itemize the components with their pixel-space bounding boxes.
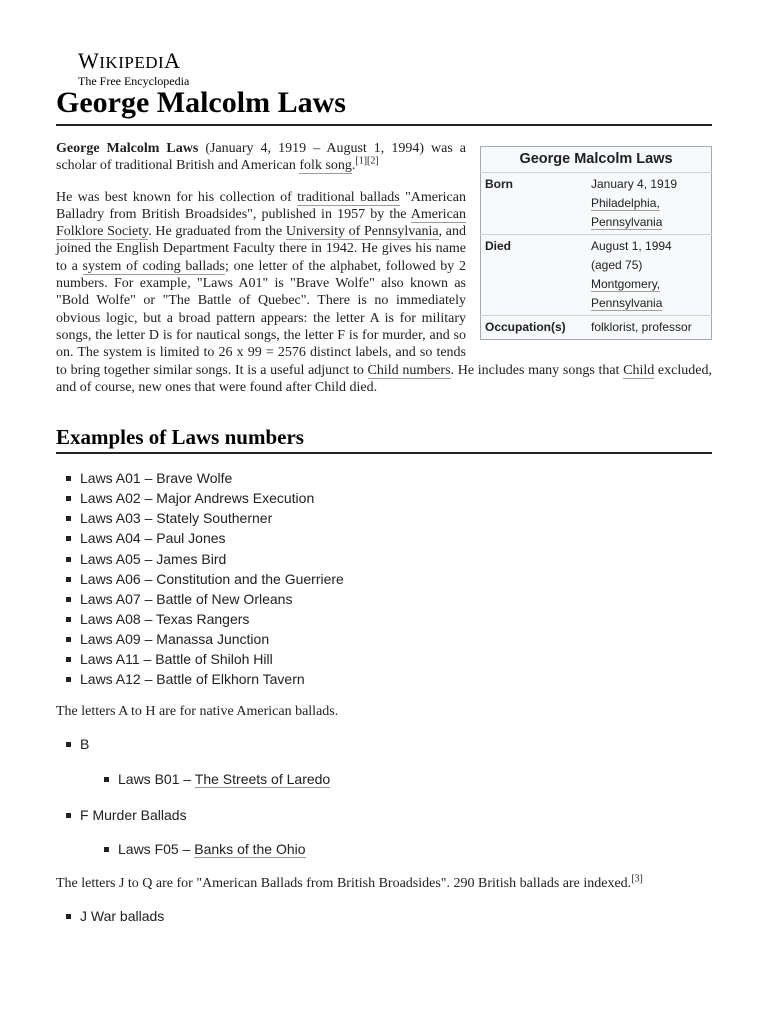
died-place-link[interactable]: Montgomery, Pennsylvania [591, 277, 663, 310]
group-b-label: B [80, 736, 90, 753]
list-item: Laws B01 – The Streets of Laredo [56, 769, 712, 789]
intro-subject: George Malcolm Laws [56, 141, 199, 156]
folk-song-link[interactable]: folk song [299, 158, 352, 174]
bullet-icon [66, 914, 71, 919]
infobox-row-born [481, 173, 712, 235]
traditional-ballads-link[interactable]: traditional ballads [297, 189, 400, 205]
ref-3[interactable]: [3] [631, 873, 643, 885]
born-place-link[interactable]: Philadelphia, Pennsylvania [591, 196, 663, 229]
american-folklore-society-link[interactable]: American Folklore Society [56, 206, 466, 240]
infobox-occupation-value: folklorist, professor [585, 316, 712, 340]
list-item: Laws A12 – Battle of Elkhorn Tavern [56, 669, 712, 689]
bullet-icon [66, 813, 71, 818]
list-item: Laws A01 – Brave Wolfe [56, 468, 712, 488]
university-of-pennsylvania-link[interactable]: University of Pennsylvania [285, 224, 439, 240]
list-item [56, 805, 712, 825]
infobox-row-occupation [481, 316, 712, 340]
list-item: Laws A07 – Battle of New Orleans [56, 589, 712, 609]
infobox-caption: George Malcolm Laws [480, 146, 712, 172]
streets-of-laredo-link[interactable]: The Streets of Laredo [194, 770, 331, 787]
group-b-list [56, 734, 712, 754]
infobox [480, 146, 712, 340]
born-date: January 4, 1919 [591, 177, 678, 191]
child-link[interactable]: Child [623, 362, 655, 378]
letters-a-h-note: The letters A to H are for native American ballads. [56, 704, 339, 720]
section-heading-examples: Examples of Laws numbers [56, 424, 712, 454]
list-item: Laws A06 – Constitution and the Guerriere [56, 569, 712, 589]
list-item: Laws A02 – Major Andrews Execution [56, 488, 712, 508]
infobox-died-value [585, 235, 712, 316]
bullet-icon [66, 557, 71, 562]
list-item: Laws A04 – Paul Jones [56, 528, 712, 548]
bullet-icon [104, 847, 109, 852]
infobox-born-value [585, 173, 712, 235]
bullet-icon [104, 777, 109, 782]
group-j-list [56, 906, 712, 926]
group-b-sublist [56, 769, 712, 789]
bullet-icon [66, 657, 71, 662]
page-title: George Malcolm Laws [56, 84, 712, 126]
system-of-coding-ballads-link[interactable]: system of coding ballads [82, 258, 225, 274]
group-f-sublist [56, 839, 712, 859]
list-item: Laws A11 – Battle of Shiloh Hill [56, 649, 712, 669]
bullet-icon [66, 637, 71, 642]
logo-wordmark: WIKIPEDIA [78, 48, 181, 73]
infobox-died-label: Died [481, 235, 586, 316]
infobox-row-died [481, 235, 712, 316]
bullet-icon [66, 536, 71, 541]
bullet-icon [66, 496, 71, 501]
ref-1-2[interactable]: [1][2] [355, 155, 379, 167]
list-item: Laws F05 – Banks of the Ohio [56, 839, 712, 859]
bullet-icon [66, 597, 71, 602]
wikipedia-logo[interactable] [78, 50, 218, 88]
article-body [56, 140, 712, 940]
list-item: Laws A05 – James Bird [56, 549, 712, 569]
died-age: (aged 75) [591, 258, 643, 272]
intro-paragraph: George Malcolm Laws (January 4, 1919 – August 1, 1994) was a scholar of traditional British and American folk song.[1][2] [56, 141, 466, 174]
examples-list [56, 468, 712, 689]
died-date: August 1, 1994 [591, 239, 672, 253]
bullet-icon [66, 742, 71, 747]
banks-of-the-ohio-link[interactable]: Banks of the Ohio [194, 840, 306, 857]
biography-paragraph: He was best known for his collection of traditional ballads "American Balladry from British Broadsides", published in 1957 by the American Folklore Society. He graduated from the University of Pennsylvania, and joined the English Department Faculty there in 1942. He gives his name to a system of coding ballads; one letter of the alphabet, followed by 2 numbers. For example, "Laws A01" is "Brave Wolfe" also known as "Bold Wolfe" or "The Battle of Quebec". There is no immediately obvious logic, but a broad pattern appears: the letter A is for military songs, the letter D is for nautical songs, the letter F is for murder, and so on. The system is limited to 26 x 99 = 2576 distinct labels, and so tends to bring together similar songs. It is a useful adjunct to Child numbers. He includes many songs that Child excluded, and of course, new ones that were found after Child died. [56, 189, 712, 395]
bullet-icon [66, 617, 71, 622]
logo-tagline: The Free Encyclopedia [78, 74, 190, 88]
infobox-born-label: Born [481, 173, 586, 235]
group-f-list [56, 805, 712, 825]
bullet-icon [66, 677, 71, 682]
group-j-label: J War ballads [80, 907, 165, 924]
list-item: Laws A08 – Texas Rangers [56, 609, 712, 629]
bullet-icon [66, 577, 71, 582]
child-numbers-link[interactable]: Child numbers [367, 362, 451, 378]
list-item [56, 734, 712, 754]
bullet-icon [66, 476, 71, 481]
infobox-occupation-label: Occupation(s) [481, 316, 586, 340]
letters-j-q-note: The letters J to Q are for "American Ballads from British Broadsides". 290 British ballads are indexed.[3] [56, 873, 643, 891]
bullet-icon [66, 516, 71, 521]
list-item: Laws A09 – Manassa Junction [56, 629, 712, 649]
list-item [56, 906, 712, 926]
group-f-label: F Murder Ballads [80, 806, 187, 823]
list-item: Laws A03 – Stately Southerner [56, 508, 712, 528]
